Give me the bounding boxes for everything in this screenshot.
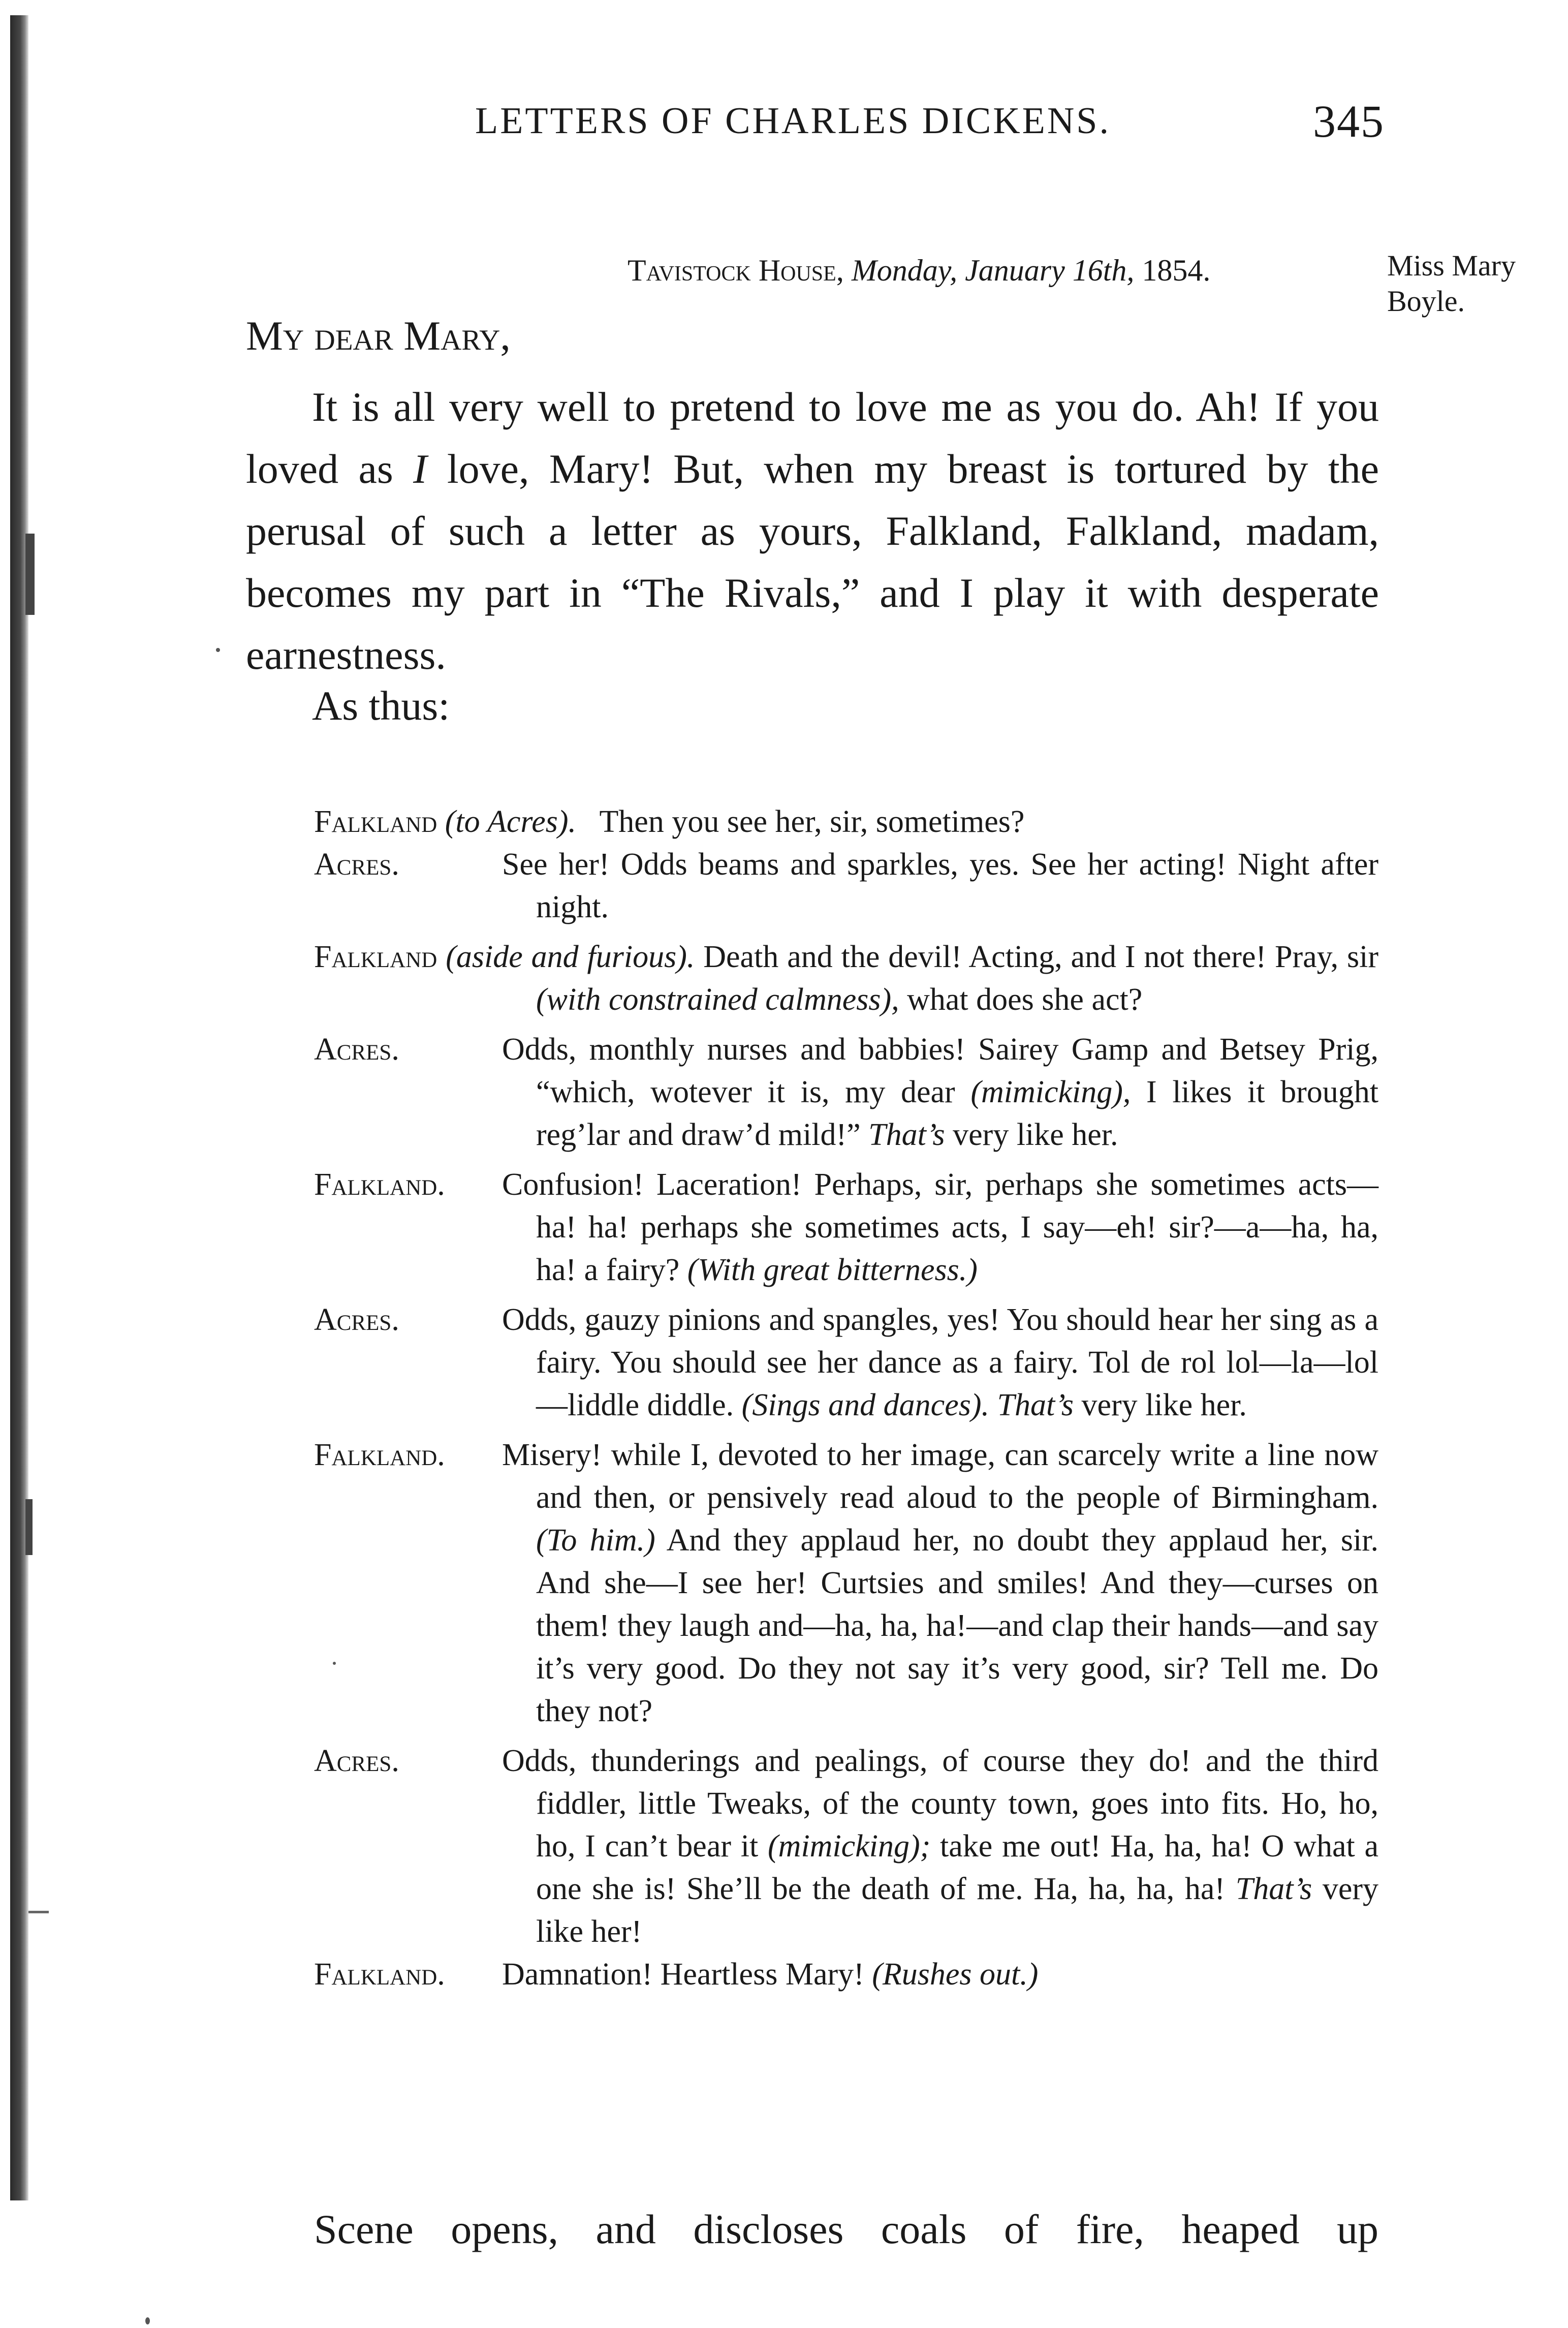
- stage-direction: (to Acres).: [445, 804, 577, 839]
- sidenote-line: Miss Mary: [1387, 249, 1516, 282]
- dateline-date: Monday, January 16th,: [851, 254, 1135, 287]
- stage-direction: (aside and furious).: [446, 940, 695, 974]
- sidenote-line: Boyle.: [1387, 285, 1465, 318]
- dialogue-text: Confusion! Laceration! Perhaps, sir, perhaps she sometimes acts—ha! ha! perhaps she sometimes acts, I say—eh! sir?—a—ha, ha, ha! a fairy?: [502, 1167, 1378, 1287]
- dialogue-text: Then you see her, sir, sometimes?: [599, 804, 1025, 839]
- speaker-name: Acres.: [314, 1032, 399, 1067]
- dialogue-text: See her! Odds beams and sparkles, yes. See her acting! Night after night.: [502, 847, 1378, 924]
- dialogue-text: I likes it brought reg’lar and draw’d mild!”: [536, 1075, 1379, 1152]
- speaker-name: Acres.: [314, 1302, 399, 1337]
- dialogue-text: very like her.: [1081, 1388, 1247, 1422]
- dialogue-emphasis: That’s: [1235, 1872, 1312, 1906]
- dialogue-emphasis: That’s: [997, 1388, 1074, 1422]
- running-head: [475, 96, 1385, 157]
- as-thus-line: As thus:: [312, 682, 450, 729]
- dialogue-text: Misery! while I, devoted to her image, can scarcely write a line now and then, or pensively read aloud to the people of Birmingham.: [502, 1438, 1378, 1515]
- dialogue-line: [314, 1740, 1378, 1953]
- margin-sidenote: [1387, 248, 1516, 319]
- dialogue-text: Death and the devil! Acting, and I not there! Pray, sir: [703, 940, 1379, 974]
- dialogue-emphasis: That’s: [868, 1118, 945, 1152]
- paragraph-text: It is all very well to pretend to love me as you do. Ah! If you loved as: [246, 384, 1379, 492]
- speaker-name: Falkland.: [314, 1167, 445, 1202]
- print-speck: [333, 1662, 336, 1665]
- speaker-name: Falkland: [314, 940, 437, 974]
- dialogue-line: [314, 843, 1378, 928]
- dialogue-text: Damnation! Heartless Mary!: [502, 1957, 864, 1992]
- paragraph-text: love, Mary! But, when my breast is tortured by the perusal of such a letter as yours, Falkland, Falkland, madam, becomes my part in “The Rivals,” and I play it with desperate earnestness.: [246, 446, 1379, 678]
- stage-direction: (Rushes out.): [872, 1957, 1039, 1992]
- speaker-name: Acres.: [314, 1744, 399, 1778]
- letter-dateline: [628, 253, 1210, 288]
- paragraph-emphasis: I: [413, 446, 427, 492]
- speaker-name: Acres.: [314, 847, 399, 882]
- running-title: LETTERS OF CHARLES DICKENS.: [475, 100, 1111, 142]
- stage-direction: (mimicking);: [768, 1829, 931, 1864]
- binding-mark: [25, 1499, 33, 1555]
- stage-direction: (mimicking),: [970, 1075, 1131, 1109]
- dateline-year: 1854.: [1142, 254, 1211, 287]
- print-speck: [145, 2317, 150, 2324]
- dialogue-text: very like her.: [953, 1118, 1118, 1152]
- dialogue-text: take me out! Ha, ha, ha! O what a one she is! She’ll be the death of me. Ha, ha, ha, ha!: [536, 1829, 1379, 1906]
- dialogue-text: what does she act?: [907, 982, 1143, 1017]
- binding-mark: [25, 534, 35, 615]
- dialogue-text: Odds, gauzy pinions and spangles, yes! You should hear her sing as a fairy. You should see her dance as a fairy. Tol de rol lol—la—lol—liddle diddle.: [502, 1302, 1378, 1422]
- dialogue-block: [314, 800, 1378, 1996]
- stage-direction: (To him.): [536, 1523, 655, 1558]
- dateline-place: Tavistock House,: [628, 254, 844, 287]
- dialogue-text: Odds, monthly nurses and babbies! Sairey Gamp and Betsey Prig, “which, wotever it is, my dear: [502, 1032, 1378, 1109]
- letter-salutation: My dear Mary,: [246, 313, 511, 359]
- dialogue-line: [314, 1298, 1378, 1426]
- letter-paragraph: [246, 376, 1379, 686]
- speaker-name: Falkland: [314, 804, 437, 839]
- dialogue-line: [314, 800, 1378, 843]
- page-number: 345: [1313, 97, 1385, 147]
- dialogue-text: And they applaud her, no doubt they applaud her, sir. And she—I see her! Curtsies and smiles! And they—curses on them! they laugh and—ha, ha, ha!—and clap their hands—and say it’s very good. Do they not say it’s very good, sir? Tell me. Do they not?: [536, 1523, 1378, 1728]
- stage-direction: (with constrained calmness),: [536, 982, 899, 1017]
- dialogue-text: Odds, thunderings and pealings, of course they do! and the third fiddler, little Tweaks, of the county town, goes into fits. Ho, ho, ho, I can’t bear it: [502, 1744, 1378, 1864]
- dialogue-line: [314, 1163, 1378, 1291]
- page-binding-shadow: [10, 15, 28, 2200]
- binding-mark: [28, 1911, 49, 1913]
- print-speck: [216, 648, 220, 652]
- dialogue-line: [314, 1434, 1378, 1732]
- dialogue-line: [314, 1028, 1378, 1156]
- dialogue-line: [314, 936, 1378, 1021]
- stage-direction: (With great bitterness.): [687, 1253, 978, 1287]
- dialogue-text: very like her!: [536, 1872, 1379, 1949]
- speaker-name: Falkland.: [314, 1438, 445, 1472]
- scene-line: Scene opens, and discloses coals of fire, heaped up: [314, 2206, 1378, 2252]
- stage-direction: (Sings and dances).: [741, 1388, 989, 1422]
- dialogue-line: [314, 1953, 1378, 1996]
- speaker-name: Falkland.: [314, 1957, 445, 1992]
